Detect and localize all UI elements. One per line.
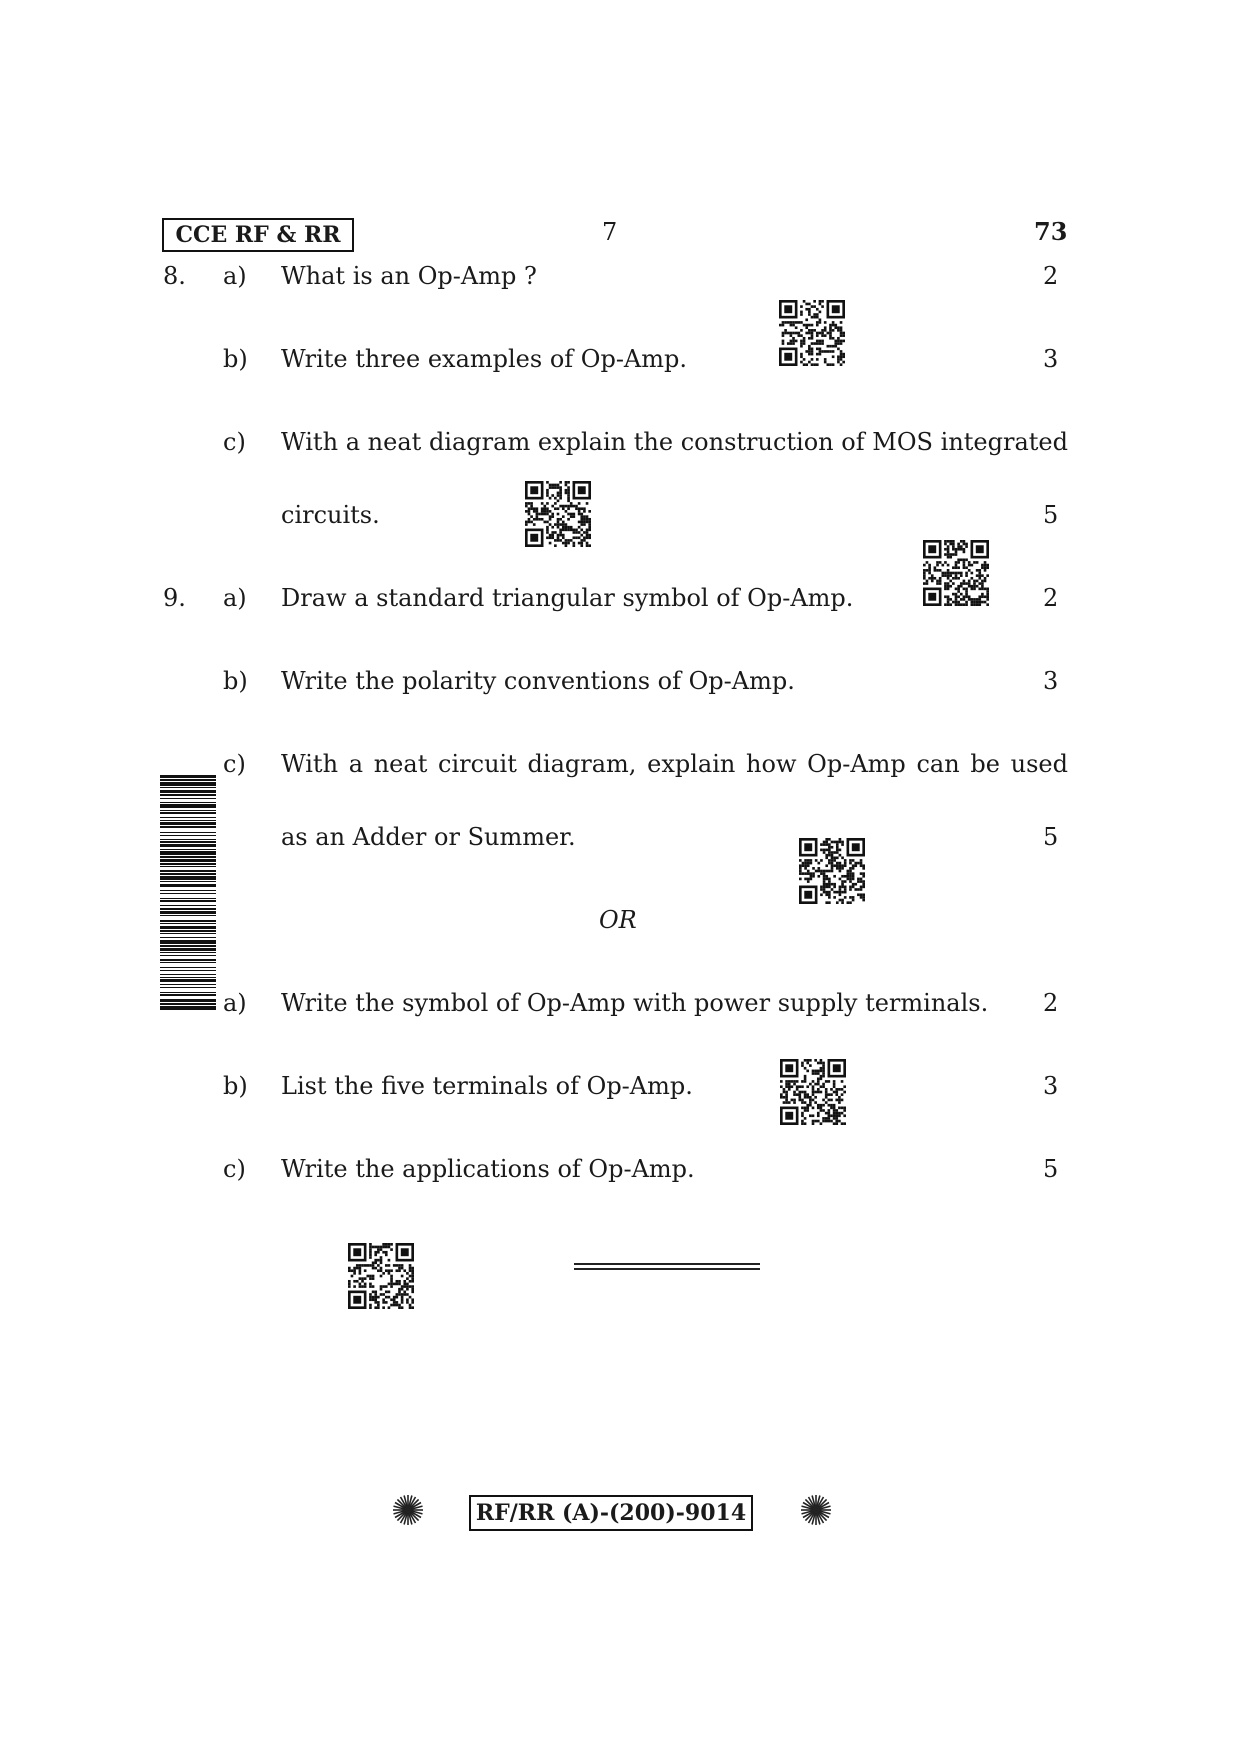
q9c-text-line1: With a neat circuit diagram, explain how Op-Amp can be used: [281, 750, 1068, 778]
alt-a-text: Write the symbol of Op-Amp with power supply terminals.: [281, 989, 989, 1017]
q9c-text-line2: as an Adder or Summer.: [281, 823, 576, 851]
q9-number: 9.: [163, 584, 186, 612]
end-rule: [574, 1263, 760, 1270]
barcode: [160, 775, 216, 1010]
alt-b-text: List the five terminals of Op-Amp.: [281, 1072, 693, 1100]
starburst-right-icon: [800, 1494, 832, 1526]
alt-b-label: b): [223, 1072, 248, 1100]
alt-b-marks: 3: [1043, 1072, 1059, 1100]
paper-code: 73: [1034, 217, 1068, 246]
qr-code-icon: [780, 1059, 846, 1125]
footer-code: RF/RR (A)-(200)-9014: [475, 1500, 747, 1526]
q8a-marks: 2: [1043, 262, 1059, 290]
q8c-label: c): [223, 428, 246, 456]
alt-c-text: Write the applications of Op-Amp.: [281, 1155, 695, 1183]
q8a-text: What is an Op-Amp ?: [281, 262, 537, 290]
q9a-marks: 2: [1043, 584, 1059, 612]
q8a-label: a): [223, 262, 247, 290]
header-code-box: [162, 218, 354, 252]
footer-code-box: [469, 1495, 753, 1531]
page-number: 7: [602, 218, 618, 246]
q8c-marks: 5: [1043, 501, 1059, 529]
q9b-text: Write the polarity conventions of Op-Amp.: [281, 667, 795, 695]
q9c-marks: 5: [1043, 823, 1059, 851]
qr-code-icon: [779, 300, 845, 366]
q8b-text: Write three examples of Op-Amp.: [281, 345, 688, 373]
qr-code-icon: [348, 1243, 414, 1309]
q8b-marks: 3: [1043, 345, 1059, 373]
starburst-left-icon: [392, 1494, 424, 1526]
q9b-marks: 3: [1043, 667, 1059, 695]
qr-code-icon: [923, 540, 989, 606]
alt-a-marks: 2: [1043, 989, 1059, 1017]
alt-c-label: c): [223, 1155, 246, 1183]
q9c-label: c): [223, 750, 246, 778]
qr-code-icon: [799, 838, 865, 904]
q9a-text: Draw a standard triangular symbol of Op-Amp.: [281, 584, 854, 612]
alt-c-marks: 5: [1043, 1155, 1059, 1183]
q8b-label: b): [223, 345, 248, 373]
qr-code-icon: [525, 481, 591, 547]
q9a-label: a): [223, 584, 247, 612]
q8c-text-line1: With a neat diagram explain the construction of MOS integrated: [281, 428, 1068, 456]
q9b-label: b): [223, 667, 248, 695]
header-code-label: CCE RF & RR: [175, 222, 341, 248]
q8c-text-line2: circuits.: [281, 501, 380, 529]
alt-a-label: a): [223, 989, 247, 1017]
or-label: OR: [599, 906, 637, 934]
q8-number: 8.: [163, 262, 186, 290]
